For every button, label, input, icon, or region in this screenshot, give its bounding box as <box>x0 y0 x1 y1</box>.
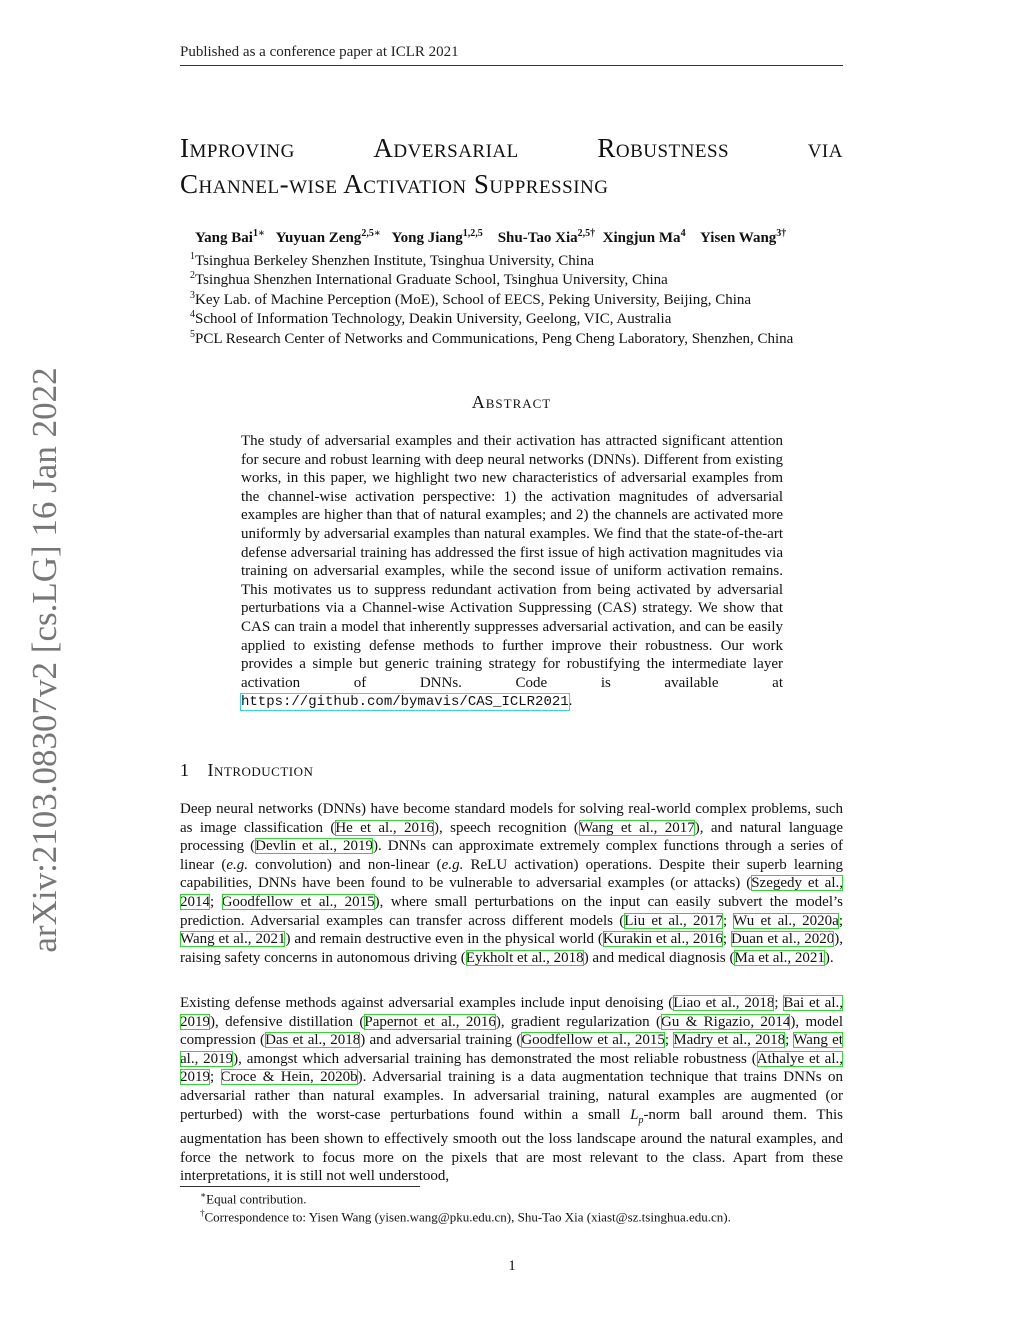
paragraph-text: ) and adversarial training ( <box>360 1032 522 1049</box>
paragraph-text: ). Adversarial training is a data augmentation technique that trains DNNs on adversarial rather than natural examples. In adversarial training, natural examples are augmented (or perturbed) with the worst-case perturbations found within a small <box>180 1069 844 1123</box>
footnote-mark: † <box>200 1208 205 1218</box>
author-sup: 3† <box>776 228 787 239</box>
affiliation-text: Tsinghua Berkeley Shenzhen Institute, Tsinghua University, China <box>195 253 595 269</box>
paragraph-text: ; <box>785 1032 794 1049</box>
author-name: Shu-Tao Xia <box>497 230 578 246</box>
title-word: Robustness <box>597 133 730 163</box>
paragraph-text: ) and remain destructive even in the physical world ( <box>285 931 603 948</box>
author-name: Yuyuan Zeng <box>275 230 362 246</box>
intro-paragraph-1 <box>180 800 843 967</box>
author-list <box>195 228 786 247</box>
italic-text: L <box>630 1106 639 1123</box>
citation-link[interactable]: Papernot et al., 2016 <box>364 1013 496 1030</box>
author-sup: 2,5† <box>577 228 596 239</box>
title-line-2: Channel-wise Activation Suppressing <box>180 169 609 199</box>
citation-link[interactable]: Goodfellow et al., 2015 <box>521 1032 665 1049</box>
paragraph-text: -norm ball around them. This augmentation has been shown to effectively smooth out the loss landscape around the natural examples, and force the network to focus more on the pixels that are most relevant to the class. Apart from these interpretations, it is still not well understood, <box>180 1106 843 1185</box>
paragraph-text: ), defensive distillation ( <box>210 1013 365 1030</box>
author-name: Xingjun Ma <box>602 230 681 246</box>
paragraph-text: ; <box>664 1032 674 1049</box>
footnote-mark: ∗ <box>200 1190 207 1200</box>
citation-link[interactable]: Liao et al., 2018 <box>673 995 775 1011</box>
affiliation-text: PCL Research Center of Networks and Communications, Peng Cheng Laboratory, Shenzhen, China <box>195 331 794 347</box>
paragraph-text: ), raising safety concerns in autonomous driving ( <box>180 931 844 966</box>
footnote-text: Equal contribution. <box>206 1191 307 1207</box>
author-sup: 1∗ <box>252 228 265 239</box>
paragraph-text: ; <box>722 931 731 948</box>
italic-text: e.g. <box>226 856 248 873</box>
affiliation-num: 3 <box>190 290 195 301</box>
author-sup: 1,2,5 <box>462 228 483 239</box>
arxiv-stamp-container <box>15 360 75 960</box>
citation-link[interactable]: Wang et al., 2021 <box>180 931 286 948</box>
abstract-text: The study of adversarial examples and their activation has attracted significant attention for secure and robust learning with deep neural networks (DNNs). Different from existing works, in this paper, we highlight two new characteristics of adversarial examples from the channel-wise activation perspective: 1) the activation magnitudes of adversarial examples are higher than that of natural examples; and 2) the channels are activated more uniformly by adversarial examples than natural examples. We find that the state-of-the-art defense adversarial training has addressed the first issue of high activation magnitudes via training on adversarial examples, while the second issue of uniform activation remains. This motivates us to suppress redundant activation from being activated by adversarial perturbations via a Channel-wise Activation Suppressing (CAS) strategy. We show that CAS can train a model that inherently suppresses adversarial activation, and can be easily applied to existing defense methods to further improve their robustness. Our work provides a simple but generic training strategy for robustifying the intermediate layer activation of DNNs. Code is available at <box>241 433 783 691</box>
citation-link[interactable]: Eykholt et al., 2018 <box>465 949 584 966</box>
footnote-text: Correspondence to: Yisen Wang (yisen.wang@pku.edu.cn), Shu-Tao Xia (xiast@sz.tsinghua.edu.cn). <box>204 1209 731 1225</box>
affiliation-text: School of Information Technology, Deakin University, Geelong, VIC, Australia <box>195 311 672 327</box>
citation-link[interactable]: Gu & Rigazio, 2014 <box>661 1013 791 1030</box>
citation-link[interactable]: Athalye et al., 2019 <box>180 1050 843 1086</box>
author-name: Yisen Wang <box>700 230 777 246</box>
header-rule <box>180 65 843 66</box>
paragraph-text: ; <box>210 1069 221 1086</box>
paragraph-text: ), model compression ( <box>180 1013 843 1049</box>
page-number: 1 <box>508 1258 516 1274</box>
abstract-trailing: . <box>568 693 573 710</box>
paragraph-text: ), gradient regularization ( <box>495 1013 662 1030</box>
author-sup: 2,5∗ <box>361 228 381 239</box>
code-link[interactable]: https://github.com/bymavis/CAS_ICLR2021 <box>241 694 569 711</box>
author-name: Yong Jiang <box>391 230 463 246</box>
title-word: via <box>807 133 843 163</box>
author-sup: 4 <box>680 228 686 239</box>
paragraph-text: ReLU activation) operations. Despite their superb learning capabilities, DNNs have been found to be vulnerable to adversarial examples (or attacks) ( <box>180 856 844 892</box>
citation-link[interactable]: He et al., 2016 <box>335 819 435 836</box>
paragraph-text: ), amongst which adversarial training has demonstrated the most reliable robustness ( <box>233 1050 757 1067</box>
paragraph-text: convolution) and non-linear ( <box>248 856 442 873</box>
citation-link[interactable]: Wang et al., 2019 <box>180 1032 843 1067</box>
citation-link[interactable]: Devlin et al., 2019 <box>255 838 374 855</box>
paragraph-text: ; <box>210 893 222 910</box>
affiliation-text: Key Lab. of Machine Perception (MoE), School of EECS, Peking University, Beijing, China <box>195 292 752 308</box>
citation-link[interactable]: Ma et al., 2021 <box>734 949 825 966</box>
paragraph-text: ), and natural language processing ( <box>180 819 843 855</box>
section-heading <box>180 760 313 781</box>
citation-link[interactable]: Croce & Hein, 2020b <box>220 1069 358 1086</box>
citation-link[interactable]: Goodfellow et al., 2015 <box>221 893 375 910</box>
paragraph-text: ; <box>723 912 734 929</box>
affiliation-num: 1 <box>190 251 195 262</box>
affiliation-num: 2 <box>190 270 195 281</box>
citation-link[interactable]: Bai et al., 2019 <box>180 995 843 1030</box>
affiliation <box>190 325 793 349</box>
citation-link[interactable]: Kurakin et al., 2016 <box>602 931 723 948</box>
abstract-heading: Abstract <box>471 392 552 412</box>
paragraph-text: ; <box>838 912 843 929</box>
paragraph-text: Existing defense methods against adversarial examples include input denoising ( <box>180 995 674 1011</box>
arxiv-stamp: arXiv:2103.08307v2 [cs.LG] 16 Jan 2022 <box>25 367 64 953</box>
citation-link[interactable]: Duan et al., 2020 <box>730 931 835 948</box>
citation-link[interactable]: Das et al., 2018 <box>265 1032 361 1049</box>
subscript-text: p <box>638 1114 644 1126</box>
footnote-rule <box>180 1186 420 1187</box>
citation-link[interactable]: Madry et al., 2018 <box>673 1032 786 1049</box>
affiliation-text: Tsinghua Shenzhen International Graduate School, Tsinghua University, China <box>195 272 668 288</box>
title-line-1 <box>180 130 843 166</box>
footnote <box>200 1190 307 1207</box>
citation-link[interactable]: Liu et al., 2017 <box>624 912 723 929</box>
paragraph-text: ). DNNs can approximate extremely complex functions through a series of linear ( <box>180 838 843 873</box>
citation-link[interactable]: Wang et al., 2017 <box>578 819 695 836</box>
abstract-body <box>241 432 783 712</box>
affiliation-num: 4 <box>190 309 195 320</box>
paragraph-text: Deep neural networks (DNNs) have become standard models for solving real-world complex problems, such as image classification ( <box>180 801 843 836</box>
italic-text: e.g. <box>441 856 464 873</box>
citation-link[interactable]: Wu et al., 2020a <box>733 912 839 929</box>
intro-paragraph-2 <box>180 994 843 1186</box>
paragraph-text: ), speech recognition ( <box>434 819 579 836</box>
paragraph-text: ), where small perturbations on the input can easily subvert the model’s prediction. Adversarial examples can transfer across different models ( <box>180 893 843 929</box>
author-name: Yang Bai <box>195 230 253 246</box>
title-word: Improving <box>180 133 295 163</box>
title-word: Adversarial <box>373 133 519 163</box>
citation-link[interactable]: Szegedy et al., 2014 <box>180 875 843 910</box>
footnote <box>200 1208 731 1225</box>
section-title: Introduction <box>207 760 314 780</box>
paragraph-text: ) and medical diagnosis ( <box>583 949 735 966</box>
section-number: 1 <box>180 760 190 780</box>
paragraph-text: ; <box>774 995 784 1011</box>
running-header: Published as a conference paper at ICLR 2021 <box>180 44 459 60</box>
affiliation-num: 5 <box>190 329 195 340</box>
paragraph-text: ). <box>824 949 834 966</box>
